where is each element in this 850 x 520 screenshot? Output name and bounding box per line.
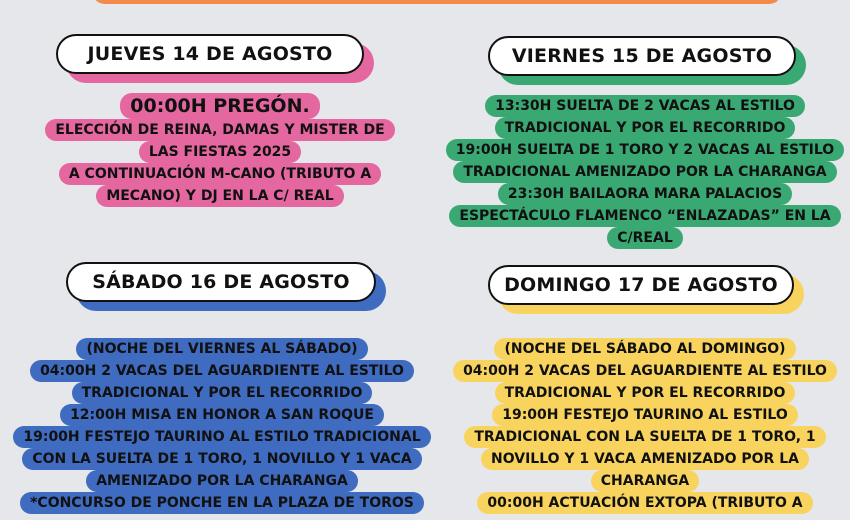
event-line: TRADICIONAL CON LA SUELTA DE 1 TORO, 1 [464, 426, 825, 448]
day-events [12, 338, 432, 514]
day-heading-pill [488, 265, 794, 305]
day-heading-pill [488, 36, 796, 76]
day-heading-pill [56, 34, 364, 74]
event-line: TRADICIONAL Y POR EL RECORRIDO [495, 382, 796, 404]
event-line: (NOCHE DEL VIERNES AL SÁBADO) [76, 338, 367, 360]
event-line: MECANO) Y DJ EN LA C/ REAL [96, 185, 343, 207]
event-line: AMENIZADO POR LA CHARANGA [86, 470, 358, 492]
event-line: 23:30H BAILAORA MARA PALACIOS [498, 183, 792, 205]
event-line: TRADICIONAL Y POR EL RECORRIDO [495, 117, 796, 139]
event-line: C/REAL [607, 227, 683, 249]
day-heading: JUEVES 14 DE AGOSTO [56, 34, 364, 74]
event-line: A CONTINUACIÓN M-CANO (TRIBUTO A [59, 163, 381, 185]
day-heading-pill [66, 262, 376, 302]
event-line: LAS FIESTAS 2025 [139, 141, 301, 163]
event-line: 00:00H PREGÓN. [120, 93, 319, 119]
event-line: CON LA SUELTA DE 1 TORO, 1 NOVILLO Y 1 VACA [22, 448, 421, 470]
event-line: CHARANGA [591, 470, 699, 492]
event-line: NOVILLO Y 1 VACA AMENIZADO POR LA [481, 448, 809, 470]
day-heading: DOMINGO 17 DE AGOSTO [488, 265, 794, 305]
day-heading: VIERNES 15 DE AGOSTO [488, 36, 796, 76]
event-line: ESPECTÁCULO FLAMENCO “ENLAZADAS” EN LA [449, 205, 840, 227]
event-line: TRADICIONAL AMENIZADO POR LA CHARANGA [453, 161, 836, 183]
event-line: *CONCURSO DE PONCHE EN LA PLAZA DE TOROS [20, 492, 424, 514]
day-events [445, 95, 845, 249]
day-events [40, 93, 400, 207]
top-orange-banner [92, 0, 782, 4]
event-line: 19:00H FESTEJO TAURINO AL ESTILO [492, 404, 798, 426]
event-line: 12:00H MISA EN HONOR A SAN ROQUE [60, 404, 384, 426]
event-line: ELECCIÓN DE REINA, DAMAS Y MISTER DE [45, 119, 394, 141]
event-line: 04:00H 2 VACAS DEL AGUARDIENTE AL ESTILO [30, 360, 414, 382]
event-line: 04:00H 2 VACAS DEL AGUARDIENTE AL ESTILO [453, 360, 837, 382]
day-events [445, 338, 845, 514]
event-line: 13:30H SUELTA DE 2 VACAS AL ESTILO [485, 95, 805, 117]
day-heading: SÁBADO 16 DE AGOSTO [66, 262, 376, 302]
event-line: 19:00H SUELTA DE 1 TORO Y 2 VACAS AL ESTILO [446, 139, 844, 161]
event-line: TRADICIONAL Y POR EL RECORRIDO [72, 382, 373, 404]
event-line: 00:00H ACTUACIÓN EXTOPA (TRIBUTO A [477, 492, 812, 514]
event-line: 19:00H FESTEJO TAURINO AL ESTILO TRADICIONAL [13, 426, 430, 448]
event-line: (NOCHE DEL SÁBADO AL DOMINGO) [494, 338, 795, 360]
